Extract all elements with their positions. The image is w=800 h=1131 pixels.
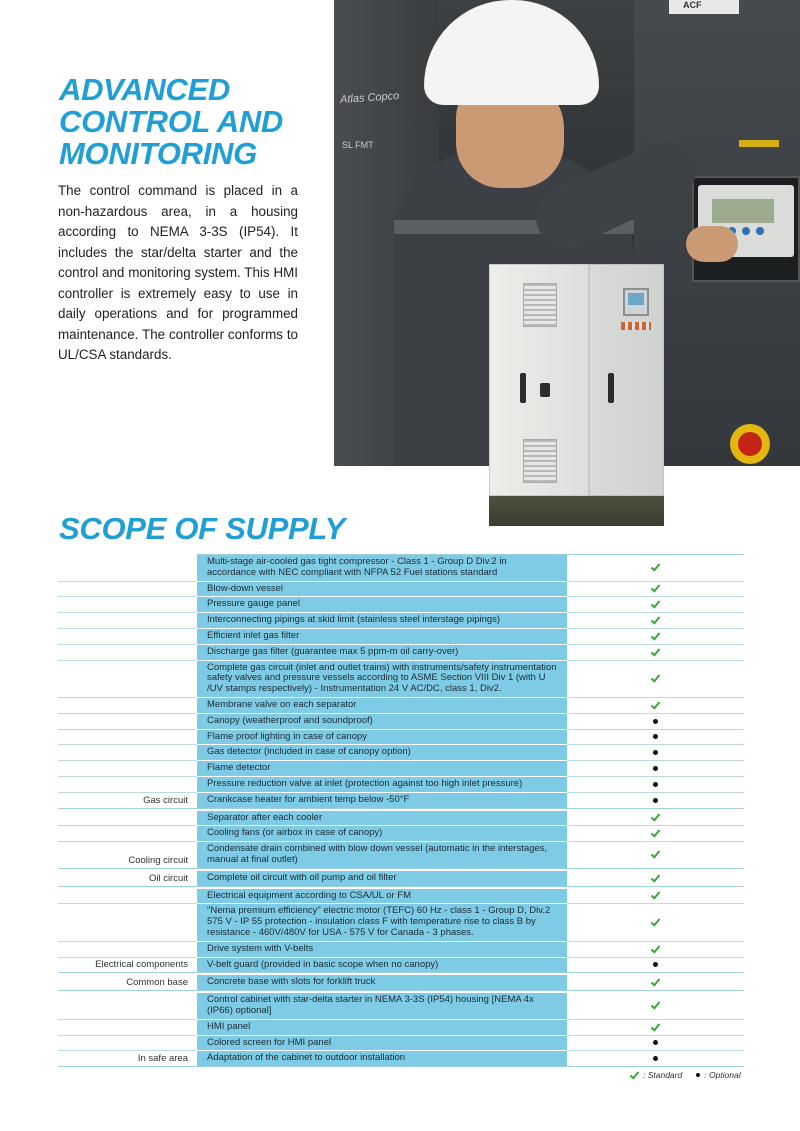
group-label — [58, 955, 197, 957]
control-cabinet-image — [489, 250, 664, 526]
legend-optional: : Optional — [704, 1070, 741, 1080]
group-label — [58, 642, 197, 644]
group-label — [58, 727, 197, 729]
check-icon — [651, 632, 660, 641]
table-row — [58, 661, 744, 697]
wall-sign: ACF — [669, 0, 739, 14]
table-row — [58, 1051, 744, 1066]
supply-mark — [567, 597, 744, 612]
hard-hat-icon — [424, 0, 599, 105]
supply-mark — [567, 842, 744, 868]
item-description: Flame proof lighting in case of canopy — [197, 730, 567, 745]
supply-mark — [567, 811, 744, 826]
table-row — [58, 613, 744, 628]
item-description: Complete oil circuit with oil pump and oil filter — [197, 871, 567, 886]
group-label — [58, 901, 197, 903]
vent-grille-icon — [523, 439, 557, 483]
table-row — [58, 555, 744, 581]
door-handle-icon — [608, 373, 614, 403]
item-description: Flame detector — [197, 761, 567, 776]
table-row — [58, 761, 744, 776]
item-description: "Nema premium efficiency" electric motor (TEFC) 60 Hz - class 1 - Group D, Div.2 575 V - IP 55 protection - insulation class F with temperature rise to class B by resistance - 460V/480V for USA - 575 V for Canada - 3 phases. — [197, 904, 567, 940]
check-icon — [651, 563, 660, 572]
check-icon — [651, 874, 660, 883]
group-label — [58, 939, 197, 941]
item-description: Pressure reduction valve at inlet (protection against too high inlet pressure) — [197, 777, 567, 792]
check-icon — [651, 648, 660, 657]
table-row — [58, 811, 744, 826]
group-label: Cooling circuit — [128, 854, 188, 866]
hmi-button — [756, 227, 764, 235]
heading-line-3: MONITORING — [59, 136, 257, 171]
door-lock-icon — [540, 383, 550, 397]
group-label — [58, 758, 197, 760]
supply-mark — [567, 582, 744, 597]
supply-mark — [567, 761, 744, 776]
item-description: Concrete base with slots for forklift truck — [197, 975, 567, 990]
check-icon — [651, 616, 660, 625]
check-icon — [651, 891, 660, 900]
group-label: In safe area — [137, 1053, 188, 1065]
dot-icon — [696, 1073, 700, 1077]
table-row — [58, 582, 744, 597]
item-description: Complete gas circuit (inlet and outlet trains) with instruments/safety instrumentation safety valves and pressure vessels according to ASME Section VIII Div 1 (with U /UV stamps respectively) - Instrumentation 24 V AC/DC, class 1, Div2. — [197, 661, 567, 697]
table-row — [58, 842, 744, 868]
table-row — [58, 645, 744, 660]
check-icon — [651, 918, 660, 927]
panel-mark-text: SL FMT — [342, 140, 374, 150]
supply-mark — [567, 826, 744, 841]
dot-icon — [653, 962, 658, 967]
item-description: Interconnecting pipings at skid limit (stainless steel interstage pipings) — [197, 613, 567, 628]
group-label — [58, 610, 197, 612]
table-row — [58, 904, 744, 940]
dot-icon — [653, 750, 658, 755]
supply-mark — [567, 613, 744, 628]
supply-mark — [567, 629, 744, 644]
vent-grille-icon — [523, 283, 557, 327]
scope-title: SCOPE OF SUPPLY — [59, 511, 346, 546]
group-label: Common base — [126, 977, 188, 989]
group-label — [58, 742, 197, 744]
check-icon — [651, 978, 660, 987]
table-row — [58, 793, 744, 808]
check-icon — [651, 850, 660, 859]
check-icon — [651, 813, 660, 822]
table-row — [58, 975, 744, 990]
item-description: Separator after each cooler — [197, 811, 567, 826]
supply-mark — [567, 958, 744, 973]
item-description: V-belt guard (provided in basic scope when no canopy) — [197, 958, 567, 973]
table-row — [58, 777, 744, 792]
legend — [630, 1070, 741, 1080]
supply-mark — [567, 889, 744, 904]
supply-mark — [567, 793, 744, 808]
supply-mark — [567, 1051, 744, 1066]
dot-icon — [653, 1040, 658, 1045]
group-label — [58, 695, 197, 697]
worker-hand — [686, 226, 738, 262]
table-row — [58, 942, 744, 957]
check-icon — [651, 584, 660, 593]
group-label — [58, 823, 197, 825]
table-row — [58, 958, 744, 973]
item-description: Cooling fans (or airbox in case of canopy) — [197, 826, 567, 841]
item-description: Adaptation of the cabinet to outdoor installation — [197, 1051, 567, 1066]
supply-mark — [567, 942, 744, 957]
item-description: Discharge gas filter (guarantee max 5 ppm-m oil carry-over) — [197, 645, 567, 660]
group-label — [58, 711, 197, 713]
table-row — [58, 629, 744, 644]
table-row — [58, 730, 744, 745]
door-handle-icon — [520, 373, 526, 403]
cabinet-left-door — [489, 264, 589, 496]
group-label — [58, 1033, 197, 1035]
item-description: Condensate drain combined with blow down vessel (automatic in the interstages, manual at final outlet) — [197, 842, 567, 868]
warning-label — [739, 140, 779, 147]
dot-icon — [653, 782, 658, 787]
check-icon — [651, 1023, 660, 1032]
group-label — [58, 839, 197, 841]
hmi-button — [742, 227, 750, 235]
table-row — [58, 1020, 744, 1035]
supply-mark — [567, 661, 744, 697]
check-icon — [651, 1001, 660, 1010]
supply-mark — [567, 555, 744, 581]
table-row — [58, 993, 744, 1019]
emergency-stop-icon — [730, 424, 770, 464]
supply-mark — [567, 714, 744, 729]
dot-icon — [653, 766, 658, 771]
item-description: Multi-stage air-cooled gas tight compressor - Class 1 - Group D Div.2 in accordance with NEC compliant with NFPA 52 Fuel stations standard — [197, 555, 567, 581]
dot-icon — [653, 734, 658, 739]
group-label — [58, 594, 197, 596]
table-row — [58, 698, 744, 713]
item-description: Drive system with V-belts — [197, 942, 567, 957]
hmi-display — [712, 199, 774, 223]
group-label: Gas circuit — [143, 794, 188, 806]
check-icon — [651, 600, 660, 609]
item-description: Membrane valve on each separator — [197, 698, 567, 713]
table-row — [58, 826, 744, 841]
supply-mark — [567, 904, 744, 940]
check-icon — [651, 945, 660, 954]
supply-mark — [567, 1036, 744, 1051]
supply-mark — [567, 993, 744, 1019]
group-label: Electrical components — [95, 959, 188, 971]
cabinet-buttons — [621, 322, 651, 330]
group-label — [58, 658, 197, 660]
item-description: Electrical equipment according to CSA/UL or FM — [197, 889, 567, 904]
dot-icon — [653, 798, 658, 803]
item-description: Pressure gauge panel — [197, 597, 567, 612]
group-label: Oil circuit — [148, 872, 188, 884]
supply-mark — [567, 730, 744, 745]
group-label — [58, 626, 197, 628]
check-icon — [651, 674, 660, 683]
item-description: Control cabinet with star-delta starter in NEMA 3-3S (IP54) housing [NEMA 4x (IP66) optional] — [197, 993, 567, 1019]
check-icon — [651, 701, 660, 710]
scope-table — [58, 554, 744, 1067]
item-description: HMI panel — [197, 1020, 567, 1035]
item-description: Efficient inlet gas filter — [197, 629, 567, 644]
supply-mark — [567, 975, 744, 990]
table-row — [58, 871, 744, 886]
legend-standard: : Standard — [643, 1070, 683, 1080]
supply-mark — [567, 645, 744, 660]
supply-mark — [567, 698, 744, 713]
intro-paragraph: The control command is placed in a non-hazardous area, in a housing according to NEMA 3-3S (IP54). It includes the star/delta starter and the control and monitoring system. This HMI controller is extremely easy to use in daily operations and for programmed maintenance. The controller conforms to UL/CSA standards. — [58, 183, 298, 362]
group-label — [58, 1048, 197, 1050]
table-row — [58, 1036, 744, 1051]
group-label — [58, 774, 197, 776]
dot-icon — [653, 719, 658, 724]
table-row — [58, 597, 744, 612]
table-row — [58, 745, 744, 760]
item-description: Colored screen for HMI panel — [197, 1036, 567, 1051]
cabinet-hmi-icon — [623, 288, 649, 316]
check-icon — [651, 829, 660, 838]
item-description: Crankcase heater for ambient temp below -50°F — [197, 793, 567, 808]
check-icon — [630, 1071, 639, 1080]
heading-line-2: CONTROL AND — [59, 104, 284, 139]
group-label — [58, 790, 197, 792]
supply-mark — [567, 871, 744, 886]
heading-line-1: ADVANCED — [59, 72, 230, 107]
supply-mark — [567, 777, 744, 792]
supply-mark — [567, 745, 744, 760]
item-description: Canopy (weatherproof and soundproof) — [197, 714, 567, 729]
dot-icon — [653, 1056, 658, 1061]
group-label — [58, 579, 197, 581]
page-heading — [59, 74, 319, 170]
table-row — [58, 714, 744, 729]
item-description: Blow-down vessel — [197, 582, 567, 597]
item-description: Gas detector (included in case of canopy option) — [197, 745, 567, 760]
group-label — [58, 1017, 197, 1019]
table-row — [58, 889, 744, 904]
panel-brand-text: Atlas Copco — [339, 89, 400, 107]
cabinet-base — [489, 496, 664, 526]
supply-mark — [567, 1020, 744, 1035]
